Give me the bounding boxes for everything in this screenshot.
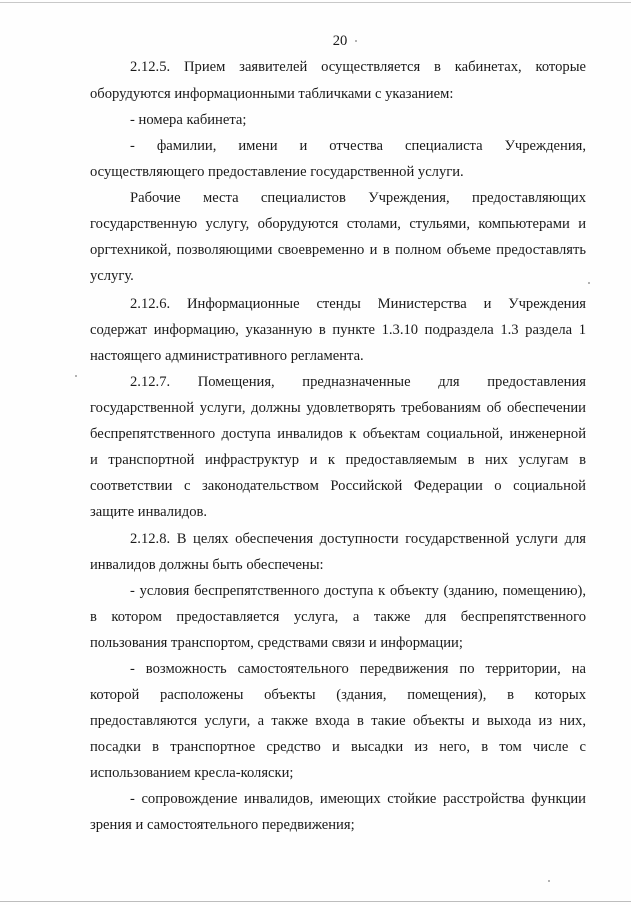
paragraph-2-12-6-line-3: настоящего административного регламента. [90,348,364,364]
paragraph-workplaces-line-4: услугу. [90,268,134,284]
paragraph-2-12-5-line-2: оборудуются информационными табличками с указанием: [90,86,454,102]
scan-top-edge [0,2,631,3]
paragraph-2-12-7-line-1: 2.12.7. Помещения, предназначенные для предоставления [130,374,586,390]
paragraph-workplaces-line-3: оргтехникой, позволяющими своевременно и в полном объеме предоставлять [90,242,586,258]
list-item-escort-line-1: - сопровождение инвалидов, имеющих стойкие расстройства функции [130,791,586,807]
list-item-specialist-name-line-1: - фамилии, имени и отчества специалиста Учреждения, [130,138,586,154]
list-item-movement-line-4: посадки в транспортное средство и высадки из него, в том числе с [90,739,586,755]
scan-bottom-edge [0,901,631,902]
paragraph-2-12-7-line-4: и транспортной инфраструктур и к предоставляемым в них услугам в [90,452,586,468]
list-item-access-conditions-line-3: пользования транспортом, средствами связи и информации; [90,635,463,651]
paragraph-2-12-5-line-1: 2.12.5. Прием заявителей осуществляется в кабинетах, которые [130,59,586,75]
scan-speck [588,282,590,284]
list-item-specialist-name-line-2: осуществляющего предоставление государственной услуги. [90,164,464,180]
list-item-movement-line-5: использованием кресла-коляски; [90,765,294,781]
paragraph-2-12-6-line-2: содержат информацию, указанную в пункте 1.3.10 подраздела 1.3 раздела 1 [90,322,586,338]
paragraph-2-12-6-line-1: 2.12.6. Информационные стенды Министерства и Учреждения [130,296,586,312]
list-item-escort-line-2: зрения и самостоятельного передвижения; [90,817,355,833]
paragraph-2-12-7-line-6: защите инвалидов. [90,504,208,520]
page-number: 20 [332,33,348,49]
paragraph-2-12-7-line-3: беспрепятственного доступа инвалидов к объектам социальной, инженерной [90,426,586,442]
list-item-movement-line-3: предоставляются услуги, а также входа в такие объекты и выхода из них, [90,713,586,729]
paragraph-2-12-8-line-2: инвалидов должны быть обеспечены: [90,557,324,573]
paragraph-workplaces-line-1: Рабочие места специалистов Учреждения, предоставляющих [130,190,586,206]
scan-speck [355,40,357,42]
paragraph-2-12-7-line-5: соответствии с законодательством Российской Федерации о социальной [90,478,586,494]
scan-speck [548,880,550,882]
paragraph-2-12-8-line-1: 2.12.8. В целях обеспечения доступности государственной услуги для [130,531,586,547]
list-item-cabinet-number: - номера кабинета; [130,112,247,128]
list-item-movement-line-1: - возможность самостоятельного передвижения по территории, на [130,661,586,677]
list-item-access-conditions-line-2: в котором предоставляется услуга, а также для беспрепятственного [90,609,586,625]
scan-speck [75,375,77,377]
list-item-access-conditions-line-1: - условия беспрепятственного доступа к объекту (зданию, помещению), [130,583,586,599]
paragraph-workplaces-line-2: государственную услугу, оборудуются столами, стульями, компьютерами и [90,216,586,232]
paragraph-2-12-7-line-2: государственной услуги, должны удовлетворять требованиям об обеспечении [90,400,586,416]
list-item-movement-line-2: которой расположены объекты (здания, помещения), в которых [90,687,586,703]
